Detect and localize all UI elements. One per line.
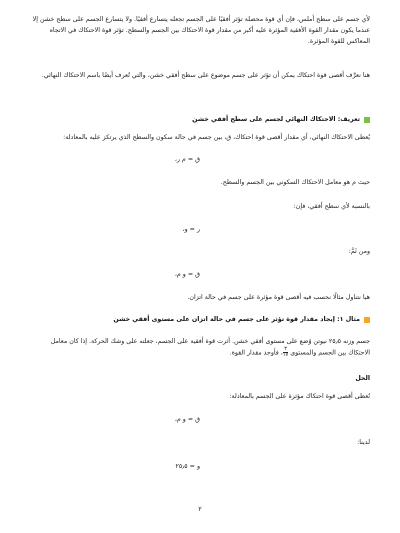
equation-weight: و = ٢٥٫٥ bbox=[175, 463, 200, 470]
example-paragraph bbox=[28, 336, 370, 359]
equation-friction: ق = م ر، bbox=[174, 156, 200, 163]
example-text-b: ، فأوجد مقدار القوة. bbox=[229, 349, 283, 357]
equation-reaction: ر = و، bbox=[182, 226, 200, 233]
solution-heading: الحل bbox=[355, 375, 370, 382]
definition-marker-icon bbox=[364, 117, 370, 123]
next-paragraph: هيا نتناول مثالًا نحسب فيه أقصى قوة مؤثرة على جسم في حالة اتزان. bbox=[187, 294, 370, 301]
example-heading: مثال ١: إيجاد مقدار قوة تؤثر على جسم في حالة اتزان على مستوى أفقي خشن bbox=[113, 316, 360, 323]
definition-heading: تعريف: الاحتكاك النهائي لجسم على سطح أفقي خشن bbox=[192, 116, 360, 123]
horizontal-paragraph: بالنسبة لأي سطح أفقي، فإن: bbox=[293, 203, 370, 210]
coefficient-fraction: $\frac{٣}{١٧}$ bbox=[282, 346, 289, 359]
equation-solution: ق = و م، bbox=[174, 416, 200, 423]
example-marker-icon bbox=[364, 317, 370, 323]
intro-paragraph-1: لأي جسم على سطح أملس، فإن أي قوة محصلة تؤثر أفقيًا على الجسم تجعله يتسارع أفقيًا. ولا يتسارع الجسم على سطح خشن إلا عندما يكون مقدار القوة الأفقية المؤثرة عليه أكبر من مقدار قوة الاحتكاك بين الجسم والسطح. تؤثر قوة الاحتكاك في الاتجاه المعاكس للقوة المؤثرة. bbox=[32, 16, 370, 46]
hence-paragraph: ومن ثَمَّ: bbox=[348, 248, 370, 255]
definition-paragraph: يُعطى الاحتكاك النهائي، أي مقدار أقصى قوة احتكاك، ق، بين جسم في حالة سكون والسطح الذي يرتكز عليه بالمعادلة: bbox=[63, 134, 370, 141]
page-number: ٢ bbox=[198, 505, 202, 513]
where-paragraph: حيث م هو معامل الاحتكاك السكوني بين الجسم والسطح. bbox=[220, 179, 370, 186]
example-text-a: جسم وزنه ٢٥٫٥ نيوتن وُضع على مستوى أفقي خشن. أثرت قوة أفقية على الجسم، جعلته على وشك الحركة. إذا كان معامل الاحتكاك بين الجسم والمستوى bbox=[50, 338, 370, 357]
given-paragraph: لدينا: bbox=[357, 439, 370, 446]
solution-paragraph: نُعطى أقصى قوة احتكاك مؤثرة على الجسم بالمعادلة: bbox=[229, 393, 370, 400]
equation-friction-weight: ق = و م، bbox=[174, 271, 200, 278]
intro-paragraph-2: هنا نعرِّف أقصى قوة احتكاك يمكن أن تؤثر على جسم موضوع على سطح أفقي خشن، والتي تُعرف أيضًا باسم الاحتكاك النهائي. bbox=[41, 72, 370, 79]
